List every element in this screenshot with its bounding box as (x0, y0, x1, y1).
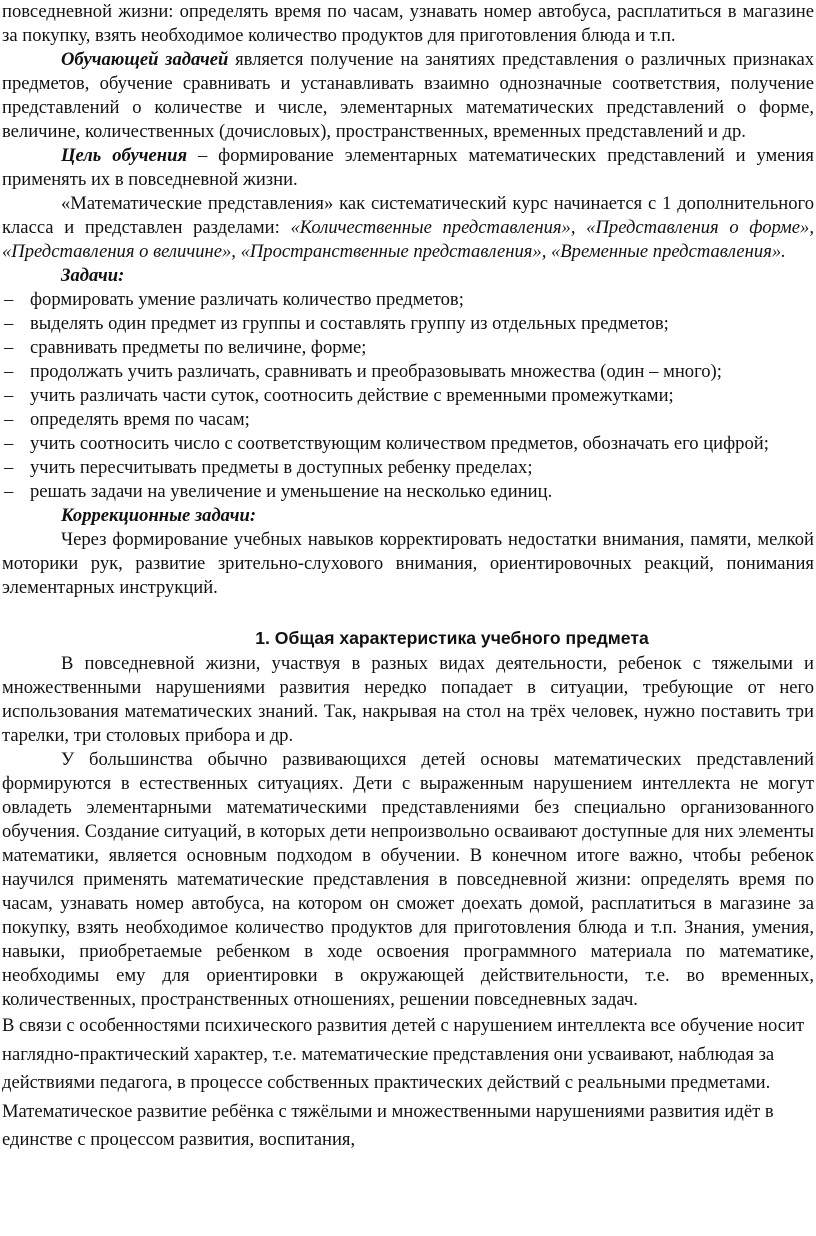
list-item: – продолжать учить различать, сравнивать и преобразовывать множества (один – много); (2, 360, 814, 384)
course-sections-list: «Количественные представления», «Представления о форме», «Представления о величине», «Пространственные представления», «Временные представления». (2, 217, 814, 262)
list-item: – учить соотносить число с соответствующим количеством предметов, обозначать его цифрой; (2, 432, 814, 456)
section-paragraph-2: У большинства обычно развивающихся детей основы математических представлений формируются в естественных ситуациях. Дети с выраженным нарушением интеллекта не могут овладеть элементарными математическими представлениями без специально организованного обучения. Создание ситуаций, в которых дети непроизвольно осваивают доступные для них элементы математики, является основным подходом в обучении. В конечном итоге важно, чтобы ребенок научился применять математические представления в повседневной жизни: определять время по часам, узнавать номер автобуса, на котором он сможет доехать домой, расплатиться в магазине за покупку, взять необходимое количество продуктов для приготовления блюда и т.п. Знания, умения, навыки, приобретаемые ребенком в ходе освоения программного материала по математике, необходимы ему для ориентировки в окружающей действительности, т.е. во временных, количественных, пространственных отношениях, решении повседневных задач. (2, 749, 814, 1010)
list-item: – учить различать части суток, соотносить действие с временными промежутками; (2, 384, 814, 408)
teaching-task-paragraph (2, 48, 814, 144)
goal-text: – формирование элементарных математических представлений и умения применять их в повседневной жизни. (2, 145, 814, 190)
teaching-task-label: Обучающей задачей (61, 49, 229, 70)
section-paragraph-1: В повседневной жизни, участвуя в разных видах деятельности, ребенок с тяжелыми и множественными нарушениями развития нередко попадает в ситуации, требующие от него использования математических знаний. Так, накрывая на стол на трёх человек, нужно поставить три тарелки, три столовых прибора и др. (2, 653, 814, 746)
list-item: – выделять один предмет из группы и составлять группу из отдельных предметов; (2, 312, 814, 336)
course-sections-text: «Математические представления» как систематический курс начинается с 1 дополнительного класса и представлен разделами: (2, 193, 814, 238)
list-item: – решать задачи на увеличение и уменьшение на несколько единиц. (2, 480, 814, 504)
section-paragraph-3: В связи с особенностями психического развития детей с нарушением интеллекта все обучение носит наглядно-практический характер, т.е. математические представления они усваивают, наблюдая за действиями педагога, в процессе собственных практических действий с реальными предметами. Математическое развитие ребёнка с тяжёлыми и множественными нарушениями развития идёт в единстве с процессом развития, воспитания, (2, 1015, 805, 1150)
tasks-heading: Задачи: (61, 265, 125, 286)
correction-tasks-heading: Коррекционные задачи: (61, 505, 257, 526)
correction-tasks-paragraph: Через формирование учебных навыков корректировать недостатки внимания, памяти, мелкой моторики рук, развитие зрительно-слухового внимания, ориентировочных реакций, понимания элементарных инструкций. (2, 529, 814, 598)
tasks-list (2, 288, 814, 504)
list-item: – учить пересчитывать предметы в доступных ребенку пределах; (2, 456, 814, 480)
list-item: – сравнивать предметы по величине, форме; (2, 336, 814, 360)
course-sections-paragraph (2, 192, 814, 264)
intro-paragraph: повседневной жизни: определять время по часам, узнавать номер автобуса, расплатиться в магазине за покупку, взять необходимое количество продуктов для приготовления блюда и т.п. (2, 1, 814, 46)
section-heading: 1. Общая характеристика учебного предмета (255, 628, 649, 648)
goal-paragraph (2, 144, 814, 192)
goal-label: Цель обучения (61, 145, 188, 166)
list-item: – определять время по часам; (2, 408, 814, 432)
list-item: – формировать умение различать количество предметов; (2, 288, 814, 312)
teaching-task-text: является получение на занятиях представления о различных признаках предметов, обучение сравнивать и устанавливать взаимно однозначные соответствия, получение представлений о количестве и числе, элементарных математических представлений о форме, величине, количественных (дочисловых), пространственных, временных представлений и др. (2, 49, 814, 142)
